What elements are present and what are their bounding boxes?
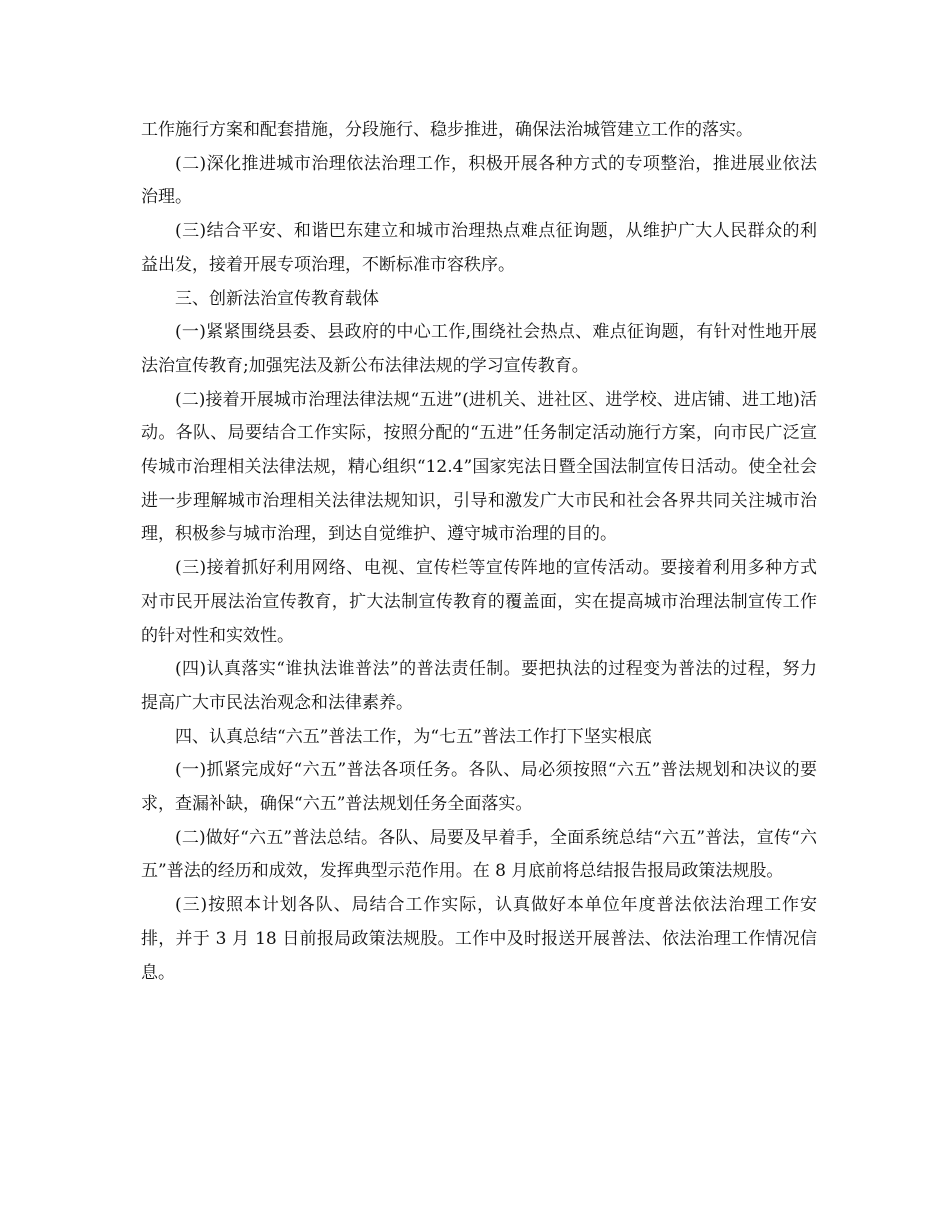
- paragraph: (四)认真落实“谁执法谁普法”的普法责任制。要把执法的过程变为普法的过程，努力提高广大市民法治观念和法律素养。: [141, 659, 817, 713]
- paragraph: (三)结合平安、和谐巴东建立和城市治理热点难点征询题，从维护广大人民群众的利益出发，接着开展专项治理，不断标准市容秩序。: [141, 221, 817, 275]
- paragraph: (一)紧紧围绕县委、县政府的中心工作,围绕社会热点、难点征询题，有针对性地开展法治宣传教育;加强宪法及新公布法律法规的学习宣传教育。: [141, 322, 817, 376]
- paragraph: (二)深化推进城市治理依法治理工作，积极开展各种方式的专项整治，推进展业依法治理。: [141, 153, 817, 208]
- document-body: [141, 114, 817, 990]
- paragraph: (一)抓紧完成好“六五”普法各项任务。各队、局必须按照“六五”普法规划和决议的要求，查漏补缺，确保“六五”普法规划任务全面落实。: [141, 760, 817, 815]
- section-heading: 三、创新法治宣传教育载体: [175, 288, 379, 309]
- paragraph: 工作施行方案和配套措施，分段施行、稳步推进，确保法治城管建立工作的落实。: [141, 120, 753, 140]
- paragraph: (三)接着抓好利用网络、电视、宣传栏等宣传阵地的宣传活动。要接着利用多种方式对市民开展法治宣传教育，扩大法制宣传教育的覆盖面，实在提高城市治理法制宣传工作的针对性和实效性。: [141, 558, 817, 646]
- section-heading: 四、认真总结“六五”普法工作，为“七五”普法工作打下坚实根底: [175, 726, 652, 747]
- paragraph: (三)按照本计划各队、局结合工作实际，认真做好本单位年度普法依法治理工作安排，并于 3 月 18 日前报局政策法规股。工作中及时报送开展普法、依法治理工作情况信息。: [141, 895, 817, 983]
- paragraph: (二)做好“六五”普法总结。各队、局要及早着手，全面系统总结“六五”普法，宣传“六五”普法的经历和成效，发挥典型示范作用。在 8 月底前将总结报告报局政策法规股。: [141, 827, 817, 882]
- paragraph: (二)接着开展城市治理法律法规“五进”(进机关、进社区、进学校、进店铺、进工地)活动。各队、局要结合工作实际，按照分配的“五进”任务制定活动施行方案，向市民广泛宣传城市治理相关法律法规，精心组织“12.4”国家宪法日暨全国法制宣传日活动。使全社会进一步理解城市治理相关法律法规知识，引导和激发广大市民和社会各界共同关注城市治理，积极参与城市治理，到达自觉维护、遵守城市治理的目的。: [141, 389, 817, 545]
